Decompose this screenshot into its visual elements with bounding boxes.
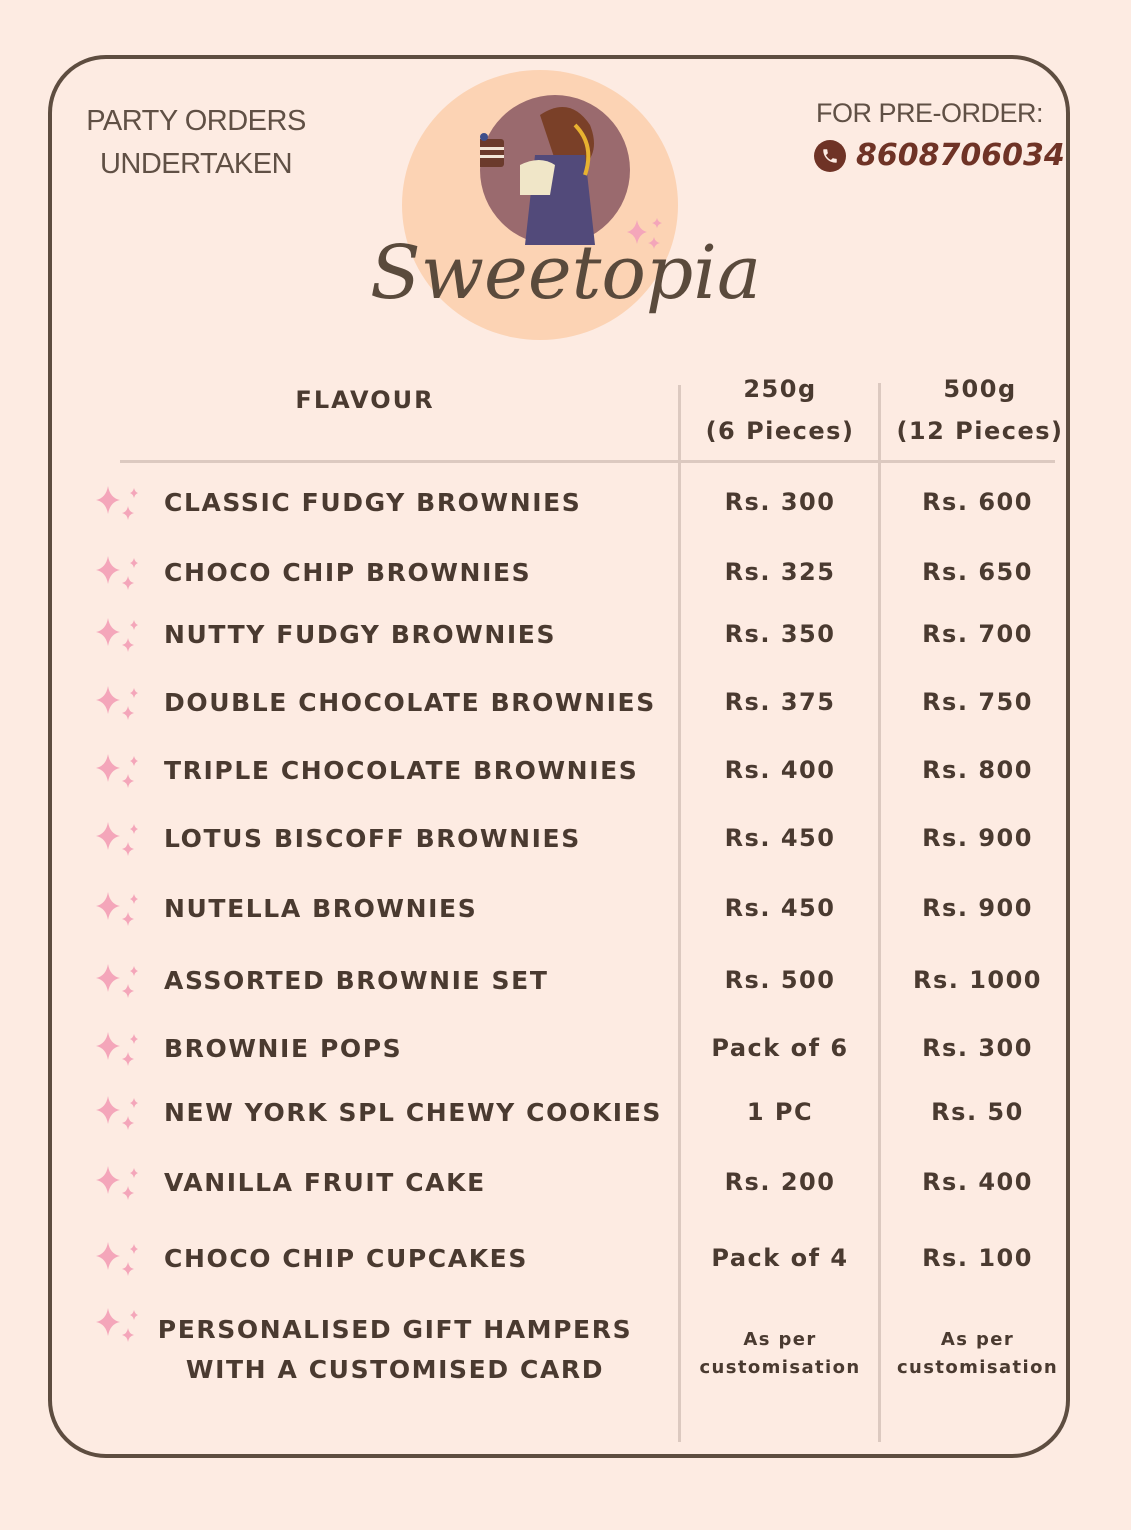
price-500g: Rs. 800 bbox=[922, 756, 1033, 784]
flavour-name: CLASSIC FUDGY BROWNIES bbox=[164, 488, 582, 517]
price-500g: Rs. 750 bbox=[922, 688, 1033, 716]
flavour-name: NUTELLA BROWNIES bbox=[164, 894, 478, 923]
preorder-label: FOR PRE-ORDER: bbox=[815, 98, 1043, 128]
sparkle-icon bbox=[94, 886, 144, 934]
table-row bbox=[0, 756, 1131, 796]
price-250g: Rs. 325 bbox=[724, 558, 836, 586]
baker-icon bbox=[480, 95, 630, 245]
table-row bbox=[0, 1168, 1131, 1208]
column-header-250g-pieces: (6 Pieces) bbox=[705, 417, 855, 445]
sparkle-icon bbox=[94, 680, 144, 728]
flavour-name-line1: PERSONALISED GIFT HAMPERS bbox=[157, 1315, 633, 1344]
flavour-name: LOTUS BISCOFF BROWNIES bbox=[164, 824, 581, 853]
sparkle-icon bbox=[94, 1090, 144, 1138]
phone-icon bbox=[814, 140, 846, 172]
brand-logo-text: Sweetopia bbox=[370, 230, 762, 316]
column-header-500g-weight: 500g bbox=[943, 375, 1017, 403]
sparkle-icon bbox=[94, 958, 144, 1006]
price-500g-line2: customisation bbox=[896, 1357, 1059, 1378]
price-500g: Rs. 900 bbox=[922, 894, 1033, 922]
table-row bbox=[0, 1098, 1131, 1138]
flavour-name: CHOCO CHIP CUPCAKES bbox=[164, 1244, 528, 1273]
price-250g: Rs. 375 bbox=[724, 688, 836, 716]
sparkle-icon bbox=[94, 748, 144, 796]
table-row bbox=[0, 966, 1131, 1006]
sparkle-icon bbox=[94, 1236, 144, 1284]
sparkle-icon bbox=[94, 612, 144, 660]
price-250g bbox=[690, 1326, 870, 1382]
column-header-500g bbox=[885, 368, 1075, 452]
price-500g: Rs. 600 bbox=[922, 488, 1033, 516]
table-row bbox=[0, 558, 1131, 598]
table-row bbox=[0, 620, 1131, 660]
price-250g: Pack of 4 bbox=[711, 1244, 849, 1272]
sparkle-icon bbox=[94, 816, 144, 864]
price-250g: Rs. 500 bbox=[724, 966, 836, 994]
flavour-name: NEW YORK SPL CHEWY COOKIES bbox=[164, 1098, 662, 1127]
price-250g: Rs. 350 bbox=[724, 620, 836, 648]
baker-illustration bbox=[480, 95, 630, 245]
flavour-name: BROWNIE POPS bbox=[164, 1034, 403, 1063]
price-250g: Rs. 300 bbox=[724, 488, 836, 516]
party-orders-line1: PARTY ORDERS bbox=[86, 105, 306, 137]
table-row bbox=[0, 894, 1131, 934]
price-500g: Rs. 50 bbox=[931, 1098, 1024, 1126]
sparkle-icon bbox=[94, 1160, 144, 1208]
sparkle-icon bbox=[94, 480, 144, 528]
price-500g: Rs. 900 bbox=[922, 824, 1033, 852]
phone-number[interactable]: 8608706034 bbox=[856, 138, 1065, 173]
flavour-name: NUTTY FUDGY BROWNIES bbox=[164, 620, 557, 649]
column-header-250g-weight: 250g bbox=[743, 375, 817, 403]
table-row bbox=[0, 688, 1131, 728]
column-header-500g-pieces: (12 Pieces) bbox=[896, 417, 1064, 445]
flavour-name: TRIPLE CHOCOLATE BROWNIES bbox=[164, 756, 639, 785]
price-500g-line1: As per bbox=[940, 1329, 1015, 1350]
price-500g: Rs. 1000 bbox=[912, 966, 1043, 994]
party-orders-line2: UNDERTAKEN bbox=[99, 148, 293, 180]
table-row bbox=[0, 824, 1131, 864]
price-250g-line1: As per bbox=[743, 1329, 817, 1350]
price-250g: Pack of 6 bbox=[711, 1034, 849, 1062]
sparkle-icon bbox=[94, 1302, 144, 1350]
price-500g: Rs. 100 bbox=[922, 1244, 1033, 1272]
flavour-name: VANILLA FRUIT CAKE bbox=[164, 1168, 486, 1197]
flavour-name: DOUBLE CHOCOLATE BROWNIES bbox=[164, 688, 656, 717]
party-orders-note bbox=[86, 100, 306, 186]
price-500g: Rs. 300 bbox=[922, 1034, 1033, 1062]
table-row bbox=[0, 1034, 1131, 1074]
column-header-flavour: FLAVOUR bbox=[295, 386, 435, 414]
header-divider bbox=[120, 460, 1055, 463]
price-250g: Rs. 450 bbox=[724, 894, 836, 922]
price-500g bbox=[885, 1326, 1070, 1382]
flavour-name-line2: WITH A CUSTOMISED CARD bbox=[185, 1355, 605, 1384]
column-header-250g bbox=[690, 368, 870, 452]
sparkle-icon bbox=[94, 550, 144, 598]
table-row bbox=[0, 1244, 1131, 1284]
flavour-name bbox=[155, 1310, 635, 1390]
price-500g: Rs. 650 bbox=[922, 558, 1033, 586]
price-250g: 1 PC bbox=[746, 1098, 814, 1126]
phone-contact[interactable] bbox=[814, 138, 1065, 173]
flavour-name: ASSORTED BROWNIE SET bbox=[164, 966, 549, 995]
flavour-name: CHOCO CHIP BROWNIES bbox=[164, 558, 532, 587]
price-500g: Rs. 700 bbox=[922, 620, 1033, 648]
price-250g: Rs. 400 bbox=[724, 756, 836, 784]
price-250g: Rs. 450 bbox=[724, 824, 836, 852]
table-row bbox=[0, 488, 1131, 528]
sparkle-icon bbox=[94, 1026, 144, 1074]
price-250g-line2: customisation bbox=[699, 1357, 861, 1378]
table-row-gift-hampers bbox=[0, 1310, 1131, 1390]
price-250g: Rs. 200 bbox=[724, 1168, 836, 1196]
price-500g: Rs. 400 bbox=[922, 1168, 1033, 1196]
